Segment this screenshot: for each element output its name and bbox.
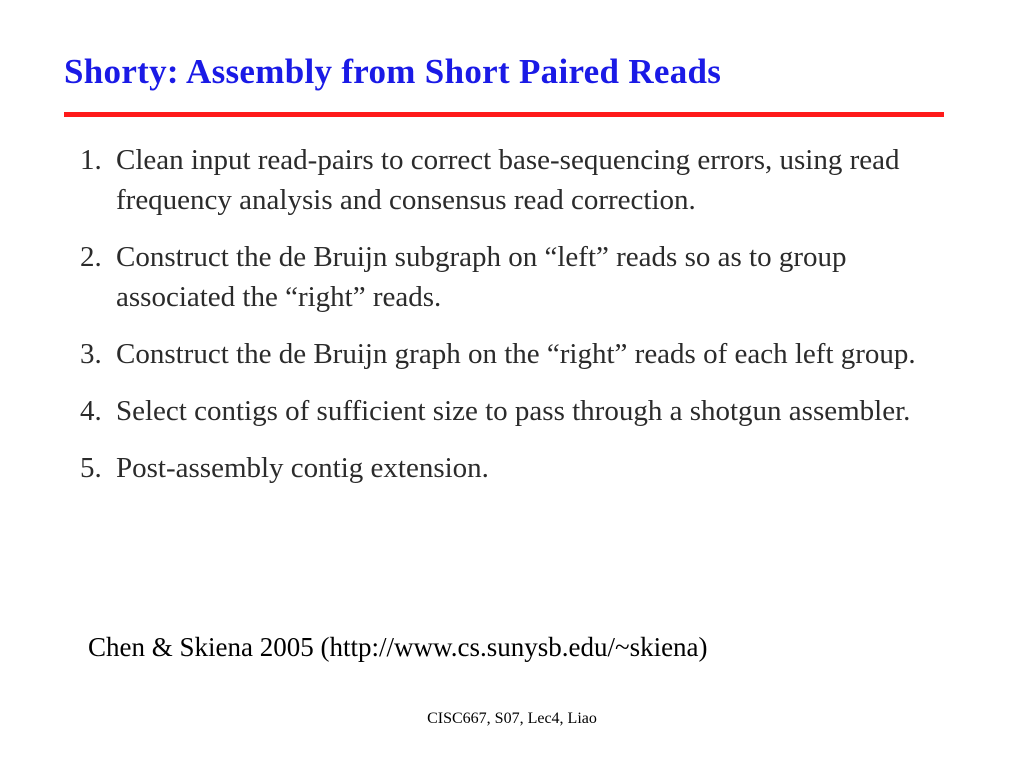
slide-footer: CISC667, S07, Lec4, Liao <box>427 710 597 727</box>
step-text: Construct the de Bruijn graph on the “right” reads of each left group. <box>116 338 916 370</box>
step-number: 2. <box>80 241 102 273</box>
list-item <box>80 140 950 220</box>
list-item <box>80 237 950 317</box>
step-list <box>80 140 950 505</box>
step-number: 4. <box>80 395 102 427</box>
step-text: Clean input read-pairs to correct base-sequencing errors, using read frequency analysis and consensus read correction. <box>116 144 900 216</box>
list-item <box>80 448 950 488</box>
step-number: 5. <box>80 452 102 484</box>
list-item <box>80 334 950 374</box>
step-number: 1. <box>80 144 102 176</box>
step-text: Post-assembly contig extension. <box>116 452 489 484</box>
slide-title: Shorty: Assembly from Short Paired Reads <box>64 52 722 91</box>
citation: Chen & Skiena 2005 (http://www.cs.sunysb.edu/~skiena) <box>88 632 708 662</box>
step-number: 3. <box>80 338 102 370</box>
step-text: Select contigs of sufficient size to pass through a shotgun assembler. <box>116 395 911 427</box>
title-divider <box>64 112 944 117</box>
step-text: Construct the de Bruijn subgraph on “left” reads so as to group associated the “right” reads. <box>116 241 847 313</box>
list-item <box>80 391 950 431</box>
